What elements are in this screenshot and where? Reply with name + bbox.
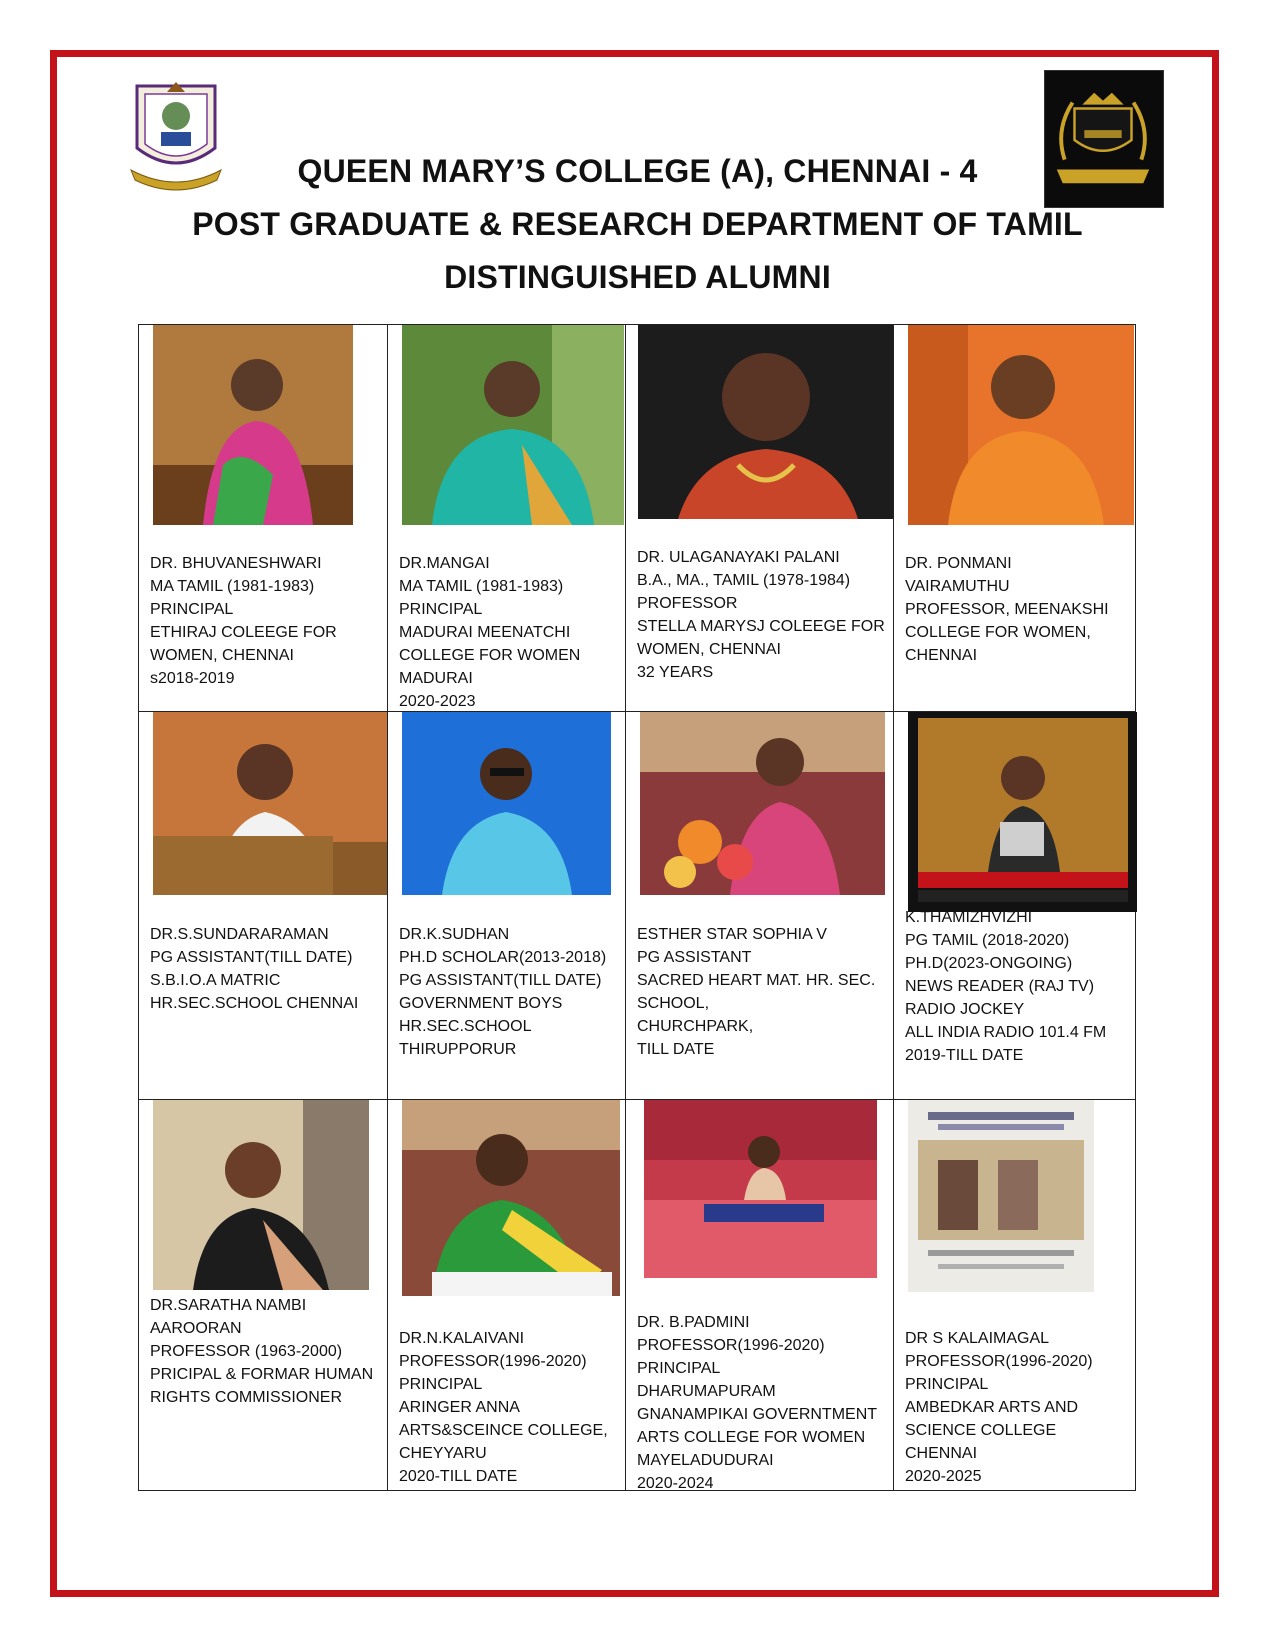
alumni-card [893,324,1136,712]
alumni-card [625,711,894,1100]
alumni-card [387,324,626,712]
alumni-details: DR.SARATHA NAMBI AAROORAN PROFESSOR (1963-2000) PRICIPAL & FORMAR HUMAN RIGHTS COMMISSIONER [150,1297,374,1406]
alumni-details: DR.S.SUNDARARAMAN PG ASSISTANT(TILL DATE) S.B.I.O.A MATRIC HR.SEC.SCHOOL CHENNAI [150,926,359,1012]
section-title: DISTINGUISHED ALUMNI [444,259,831,295]
alumni-card [138,1099,388,1491]
college-title: QUEEN MARY’S COLLEGE (A), CHENNAI - 4 [297,153,978,189]
alumni-details: DR. PONMANI VAIRAMUTHU PROFESSOR, MEENAKSHI COLLEGE FOR WOMEN, CHENNAI [905,555,1109,664]
alumni-photo [638,325,893,519]
alumni-details: ESTHER STAR SOPHIA V PG ASSISTANT SACRED HEART MAT. HR. SEC. SCHOOL, CHURCHPARK, TILL DATE [637,926,876,1058]
alumni-photo [153,712,389,895]
alumni-details: DR.K.SUDHAN PH.D SCHOLAR(2013-2018) PG ASSISTANT(TILL DATE) GOVERNMENT BOYS HR.SEC.SCHOOL THIRUPPORUR [399,926,607,1058]
alumni-card [893,711,1136,1100]
alumni-photo [908,712,1137,912]
alumni-card [893,1099,1136,1491]
alumni-photo [402,325,624,525]
alumni-card [387,1099,626,1491]
alumni-card [387,711,626,1100]
alumni-photo [153,1100,369,1290]
alumni-photo [640,712,885,895]
alumni-card [138,324,388,712]
alumni-photo [402,1100,620,1296]
alumni-photo [153,325,353,525]
alumni-details: DR.N.KALAIVANI PROFESSOR(1996-2020) PRINCIPAL ARINGER ANNA ARTS&SCEINCE COLLEGE, CHEYYARU 2020-TILL DATE [399,1330,608,1485]
alumni-details: K.THAMIZHVIZHI PG TAMIL (2018-2020) PH.D(2023-ONGOING) NEWS READER (RAJ TV) RADIO JOCKEY ALL INDIA RADIO 101.4 FM 2019-TILL DATE [905,909,1107,1064]
alumni-details: DR.MANGAI MA TAMIL (1981-1983) PRINCIPAL MADURAI MEENATCHI COLLEGE FOR WOMEN MADURAI 2020-2023 [399,555,581,710]
alumni-photo [644,1100,877,1278]
department-title: POST GRADUATE & RESEARCH DEPARTMENT OF TAMIL [192,206,1083,242]
alumni-photo [908,1100,1094,1292]
alumni-card [625,1099,894,1491]
alumni-photo [402,712,611,895]
alumni-details: DR S KALAIMAGAL PROFESSOR(1996-2020) PRINCIPAL AMBEDKAR ARTS AND SCIENCE COLLEGE CHENNAI 2020-2025 [905,1330,1093,1485]
alumni-details: DR. B.PADMINI PROFESSOR(1996-2020) PRINCIPAL DHARUMAPURAM GNANAMPIKAI GOVERNTMENT ARTS COLLEGE FOR WOMEN MAYELADUDURAI 2020-2024 [637,1314,878,1492]
alumni-card [625,324,894,712]
alumni-photo [908,325,1134,525]
alumni-details: DR. ULAGANAYAKI PALANI B.A., MA., TAMIL (1978-1984) PROFESSOR STELLA MARYSJ COLEEGE FOR WOMEN, CHENNAI 32 YEARS [637,549,885,681]
alumni-details: DR. BHUVANESHWARI MA TAMIL (1981-1983) PRINCIPAL ETHIRAJ COLEEGE FOR WOMEN, CHENNAI s2018-2019 [150,555,337,687]
alumni-card [138,711,388,1100]
